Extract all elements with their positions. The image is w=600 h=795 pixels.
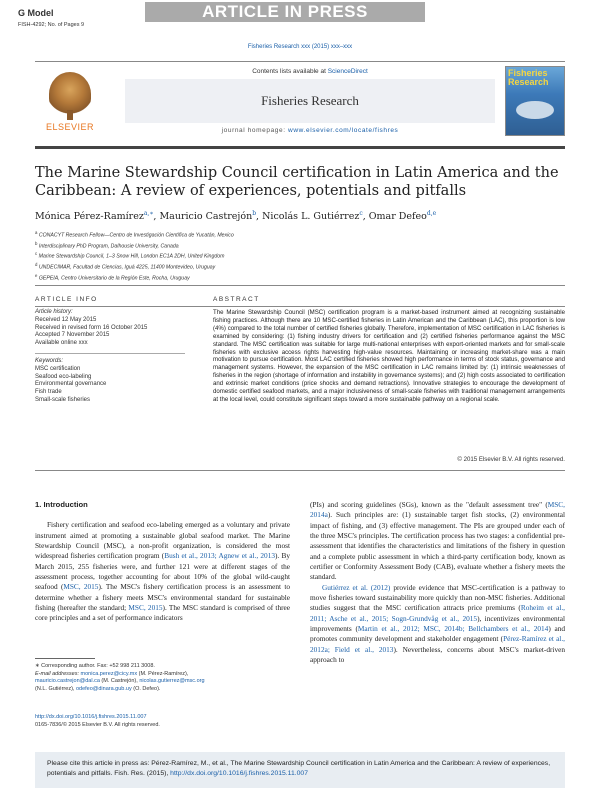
affiliation-text: GEPEIA, Centro Universitario de la Región Este, Rocha, Uruguay	[38, 275, 190, 282]
keyword-item: Fish trade	[35, 389, 62, 396]
citation-link[interactable]: MSC, 2015	[63, 582, 99, 592]
history-item: Received 12 May 2015	[35, 316, 97, 323]
manuscript-meta: FISH-4292; No. of Pages 9	[18, 22, 85, 28]
author-name: Nicolás L. Gutiérrez	[262, 211, 360, 223]
author-sup[interactable]: c	[359, 210, 363, 217]
intro-heading: 1. Introduction	[35, 500, 88, 509]
elsevier-logo[interactable]	[35, 68, 105, 136]
citation-link[interactable]: Martin et al., 2012; MSC, 2014b; Bellchambers et al., 2014	[357, 624, 549, 634]
affiliation-item	[35, 261, 565, 272]
paragraph-text: ). Nevertheless, concerns about MSC's market-driven approach to	[310, 644, 565, 665]
affiliation-sup: a	[35, 230, 38, 235]
affiliation-text: Interdisciplinary PhD Program, Dalhousie University, Canada	[38, 243, 179, 250]
footnote-rule	[35, 658, 95, 659]
sciencedirect-link[interactable]: ScienceDirect	[327, 68, 368, 75]
affiliation-sup: e	[35, 272, 38, 278]
cover-fish-icon	[516, 101, 554, 119]
citation-link[interactable]: Gutiérrez et al. (2012)	[322, 582, 391, 592]
author-list: Mónica Pérez-Ramírez$^{a,∗}$, Mauricio Castrejón$^b$, Nicolás L. Gutiérrez$^c$, Omar Defeo$^{d,e}$	[35, 210, 437, 223]
email-link[interactable]: nicolas.gutierrez@msc.org	[139, 678, 205, 684]
info-divider	[35, 353, 185, 354]
cover-title: Fisheries Research	[508, 68, 549, 87]
citation-link[interactable]: Bush et al., 2013; Agnew et al., 2013	[164, 551, 275, 561]
affiliation-text: UNDECIMAR, Facultad de Ciencias, Iguá 4225, 11400 Montevideo, Uruguay	[38, 264, 216, 271]
affiliation-item	[35, 240, 565, 251]
author-sup[interactable]: b	[252, 210, 257, 217]
body-paragraph	[310, 583, 565, 666]
keyword-item: Seafood eco-labeling	[35, 373, 92, 380]
article-info	[35, 309, 195, 405]
history-item: Accepted 7 November 2015	[35, 332, 110, 339]
keyword-item: MSC certification	[35, 365, 81, 372]
footnotes	[35, 658, 290, 693]
body-paragraph	[310, 500, 565, 583]
email-link[interactable]: mauricio.castrejon@dal.ca	[35, 678, 100, 684]
journal-title-box	[125, 79, 495, 123]
journal-header	[35, 61, 565, 139]
affiliation-text: CONACYT Research Fellow—Centro de Investigación Científica de Yucatán, Mexico	[38, 232, 234, 239]
citation-link[interactable]: MSC, 2014a	[310, 500, 565, 520]
cite-doi-link[interactable]: http://dx.doi.org/10.1016/j.fishres.2015.11.007	[170, 770, 308, 777]
intro-paragraph	[35, 520, 290, 623]
email-link[interactable]: monica.perez@cicy.mx	[80, 670, 138, 677]
affiliation-text: Marine Stewardship Council, 1–3 Snow Hill, London EC1A 2DH, United Kingdom	[38, 254, 225, 261]
journal-cover-image[interactable]	[505, 66, 565, 136]
homepage-prefix: journal homepage:	[221, 127, 289, 134]
email-owner: (N.L. Gutiérrez),	[35, 685, 76, 692]
citation-link[interactable]: MSC, 2015	[128, 603, 163, 613]
paragraph-text: (PIs) and scoring guidelines (SGs), known as the "default assessment tree" (	[310, 500, 548, 509]
author-name: Mónica Pérez-Ramírez	[35, 211, 144, 223]
citation-link[interactable]: Roheim et al., 2011; Asche et al., 2015; Sogn-Grundvåg et al., 2015	[310, 603, 565, 623]
homepage-line	[125, 127, 495, 134]
affiliation-list	[35, 229, 565, 283]
article-info-heading: ARTICLE INFO	[35, 296, 98, 303]
header-divider	[35, 146, 565, 149]
journal-reference-link[interactable]: Fisheries Research xxx (2015) xxx–xxx	[247, 44, 353, 50]
history-item: Received in revised form 16 October 2015	[35, 324, 148, 331]
author-name: Omar Defeo	[368, 211, 427, 223]
paragraph-text: ). The MSC standard is comprised of three core principles and a set of performance indicators	[35, 603, 291, 623]
paragraph-text: Fishery certification and seafood eco-labeling emerged as a voluntary and private instrument aimed at promoting a sustainable global seafood market. The Marine Stewardship Council (MSC), a non-profit organization, is considered the most widespread fisheries certification program (	[35, 520, 290, 561]
issn-line: 0165-7836/© 2015 Elsevier B.V. All rights reserved.	[35, 721, 160, 728]
body-column-left	[35, 500, 290, 624]
paragraph-text: provide evidence that MSC-certification is a pathway to move fisheries toward sustainability more quickly than non-MSC fisheries. Additional studies suggest that the MSC certification attracts price premiums (	[310, 582, 565, 613]
paragraph-text: ). By March 2015, 255 fisheries were, and further 121 were at different stages of the assessment process, together accounting for about 10% of the global wild-caught seafood (	[35, 551, 290, 592]
paragraph-text: ). The MSC's fishery certification process is an assessment to determine whether a fishery meets MSC's environmental standard for sustainable fishing (hereafter the standard;	[35, 582, 291, 613]
doi-link[interactable]: http://dx.doi.org/10.1016/j.fishres.2015.11.007	[35, 714, 147, 720]
section-rule	[35, 285, 565, 286]
affiliation-sup: d	[35, 262, 38, 268]
author-sup[interactable]: d,e	[426, 210, 437, 217]
email-link[interactable]: odefeo@dinara.gub.uy	[75, 685, 132, 692]
corresponding-author: ∗ Corresponding author. Fax: +52 998 211 3008.	[35, 663, 155, 669]
citation-link[interactable]: Pérez-Ramírez et al., 2012a; Field et al., 2013	[310, 634, 565, 654]
tree-trunk-icon	[67, 110, 73, 120]
g-model-label: G Model	[18, 8, 54, 18]
doi-block	[35, 714, 290, 729]
section-rule	[35, 470, 565, 471]
email-owner: (M. Castrejón),	[99, 678, 140, 684]
article-in-press-banner: ARTICLE IN PRESS	[145, 2, 425, 22]
history-label: Article history:	[35, 309, 73, 315]
contents-prefix: Contents lists available at	[252, 68, 328, 75]
body-column-right	[310, 500, 565, 666]
paragraph-text: ). Such principles are: (1) sustainable target fish stocks, (2) environmental impact of fishing, and (3) effective management. The PIs are grouped under each of the three MSC's principles. The certification process has two stages: a confidential pre-assessment that identifies the characteristics and limitations of the fishery in question and a complete public assessment in which a third-party certification body, known as certifier or Conformity Assessment Body (CAB), evaluate whether a fishery meets the standard.	[310, 510, 565, 582]
abstract-heading: ABSTRACT	[213, 296, 260, 303]
keywords-label: Keywords:	[35, 357, 64, 364]
paragraph-text: ) and promotes community development and stakeholder engagement (	[310, 624, 565, 644]
section-rule	[35, 306, 565, 307]
email-addresses	[35, 671, 290, 694]
keyword-item: Small-scale fisheries	[35, 396, 91, 403]
article-title: The Marine Stewardship Council certification in Latin America and the Caribbean: A review of experiences, potentials and pitfalls	[35, 165, 559, 199]
affiliation-sup: c	[35, 251, 38, 257]
journal-name: Fisheries Research	[261, 93, 359, 108]
affiliation-item	[35, 229, 565, 240]
history-item: Available online xxx	[35, 340, 88, 347]
model-bar	[0, 0, 600, 42]
cite-text: Please cite this article in press as: Pérez-Ramírez, M., et al., The Marine Stewardship Council certification in Latin America and the Caribbean: A review of experiences, potentials and pitfalls. Fish. Res. (2015),	[47, 760, 551, 777]
email-owner: (M. Pérez-Ramírez),	[137, 670, 189, 677]
keyword-item: Environmental governance	[35, 381, 107, 388]
email-owner: (O. Defeo).	[131, 685, 161, 692]
abstract-text: The Marine Stewardship Council (MSC) certification program is a market-based instrument aimed at recognizing sustainable fishing practices. Although there are 10 MSC-certified fisheries in Latin American and the Caribbean (LAC), this proportion is low (4%) compared to the total number of certified fisheries globally. Therefore, implementation of MSC certification in LAC fisheries is examined by considering: (1) fishing industry drivers for certification and (2) certified fisheries performance against the MSC standard. The MSC certification was suitable for large multi-national enterprises with export-oriented markets and for small-scale fisheries with exclusive access rights harvesting high-value resources. Maintaining or increasing market-share was a main motivation to pursue certification. Most LAC certified fisheries showed high performance in terms of stock status, governance and management systems. However, the expansion of the MSC certification in LAC remains limited by: (1) intrinsic weaknesses of fisheries in the region (shortage of information and instability in governance systems); and (2) high costs associated to certification and extrinsic market conditions (price shocks and demand retractions). Innovative strategies to encourage the development of domestic certified seafood markets, and a major inclusiveness of small-scale fisheries with traditional management arrangements at the local level, could constitute significant steps toward a more sustainable pathway on a regional scale.	[213, 309, 565, 403]
copyright-line: © 2015 Elsevier B.V. All rights reserved.	[457, 456, 565, 463]
journal-title-block	[125, 68, 495, 134]
homepage-url-link[interactable]: www.elsevier.com/locate/fishres	[288, 127, 399, 134]
paragraph-text: ), incentivizes environmental improvements (	[310, 613, 566, 634]
author-sup[interactable]: a,∗	[143, 210, 154, 217]
publisher-name: ELSEVIER	[45, 122, 95, 132]
contents-line	[125, 68, 495, 75]
affiliation-item	[35, 250, 565, 261]
email-label: E-mail addresses:	[35, 670, 81, 677]
affiliation-item	[35, 272, 565, 283]
affiliation-sup: b	[35, 240, 38, 246]
cite-box	[35, 752, 565, 788]
author-name: Mauricio Castrejón	[159, 211, 253, 223]
